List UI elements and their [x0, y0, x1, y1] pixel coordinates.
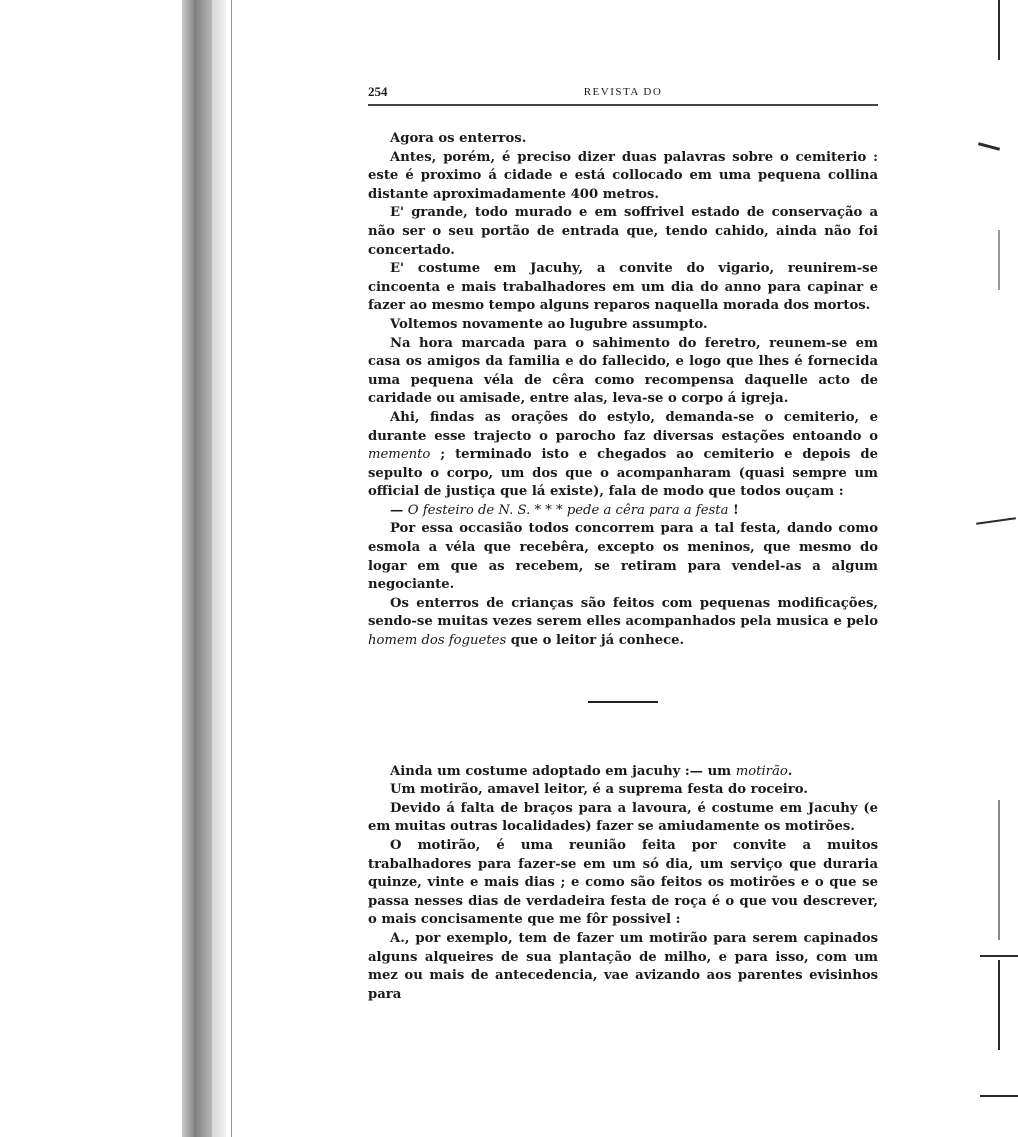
quoted-line: [368, 502, 878, 521]
gutter-band: [182, 0, 194, 1137]
paragraph: [368, 409, 878, 502]
text-run: .: [787, 763, 793, 779]
book-gutter-shadow: [0, 0, 250, 1137]
text-run: —: [390, 502, 408, 518]
italic-run: O festeiro de N. S. * * * pede a cêra para a festa: [407, 502, 729, 518]
running-title: REVISTA DO: [583, 86, 663, 98]
body-text-section-2: [368, 763, 878, 1005]
section-separator: [588, 701, 658, 703]
page-number: 254: [368, 84, 388, 99]
paragraph: E' costume em Jacuhy, a convite do vigario, reunirem-se cincoenta e mais trabalhadores em um dia do anno para capinar e fazer ao mesmo tempo alguns reparos naquella morada dos mortos.: [368, 261, 878, 314]
margin-marks: [958, 0, 1018, 1137]
paragraph: Voltemos novamente ao lugubre assumpto.: [390, 316, 708, 332]
paragraph: [368, 595, 878, 651]
gutter-band: [194, 0, 212, 1137]
text-run: Ainda um costume adoptado em jacuhy :— um: [390, 763, 736, 779]
paragraph: E' grande, todo murado e em soffrivel estado de conservação a não ser o seu portão de entrada que, tendo cahido, ainda não foi concertado.: [368, 205, 878, 258]
paragraph: O motirão, é uma reunião feita por convite a muitos trabalhadores para fazer-se em um só dia, um serviço que duraria quinze, vinte e mais dias ; e como são feitos os motirões e o que se passa nesses dias de verdadeira festa de roça é o que vou descrever, o mais concisamente que me fôr possivel :: [368, 838, 878, 928]
paragraph: [368, 763, 878, 782]
paragraph: Por essa occasião todos concorrem para a tal festa, dando como esmola a véla que recebêra, excepto os meninos, que mesmo do logar em que as recebem, se retiram para vendel-as a algum negociante.: [368, 521, 878, 593]
paragraph: Devido á falta de braços para a lavoura, é costume em Jacuhy (e em muitas outras localidades) fazer se amiudamente os motirões.: [368, 800, 878, 835]
italic-run: homem dos foguetes: [368, 633, 507, 649]
paragraph: Agora os enterros.: [390, 131, 527, 146]
paragraph: Um motirão, amavel leitor, é a suprema festa do roceiro.: [390, 782, 808, 798]
text-run: que o leitor já conhece.: [506, 633, 685, 649]
paragraph: Na hora marcada para o sahimento do feretro, reunem-se em casa os amigos da familia e do fallecido, e logo que lhes é fornecida uma pequena véla de cêra como recompensa daquelle acto de caridade ou amisade, entre alas, leva-se o corpo á igreja.: [368, 335, 878, 407]
text-run: Os enterros de crianças são feitos com pequenas modificações, sendo-se muitas vezes serem elles acompanhados pela musica e pelo: [368, 595, 878, 630]
book-page: [368, 78, 878, 1004]
italic-run: motirão: [735, 763, 788, 779]
gutter-band: [212, 0, 226, 1137]
body-text-section-1: [368, 130, 878, 651]
italic-run: memento: [368, 447, 431, 463]
paragraph: Antes, porém, é preciso dizer duas palavras sobre o cemiterio : este é proximo á cidade e está collocado em uma pequena collina distante aproximadamente 400 metros.: [368, 149, 878, 202]
paragraph: A., por exemplo, tem de fazer um motirão para serem capinados alguns alqueires de sua plantação de milho, e para isso, com um mez ou mais de antecedencia, vae avizando aos parentes evisinhos para: [368, 930, 878, 1002]
page-header: [368, 78, 878, 106]
text-run: Ahi, findas as orações do estylo, demanda-se o cemiterio, e durante esse trajecto o parocho faz diversas estações entoando o: [368, 409, 878, 444]
text-run: ; terminado isto e chegados ao cemiterio e depois de sepulto o corpo, um dos que o acompanharam (quasi sempre um official de justiça que lá existe), fala de modo que todos ouçam :: [368, 447, 878, 500]
text-run: !: [728, 502, 739, 518]
gutter-line: [231, 0, 232, 1137]
